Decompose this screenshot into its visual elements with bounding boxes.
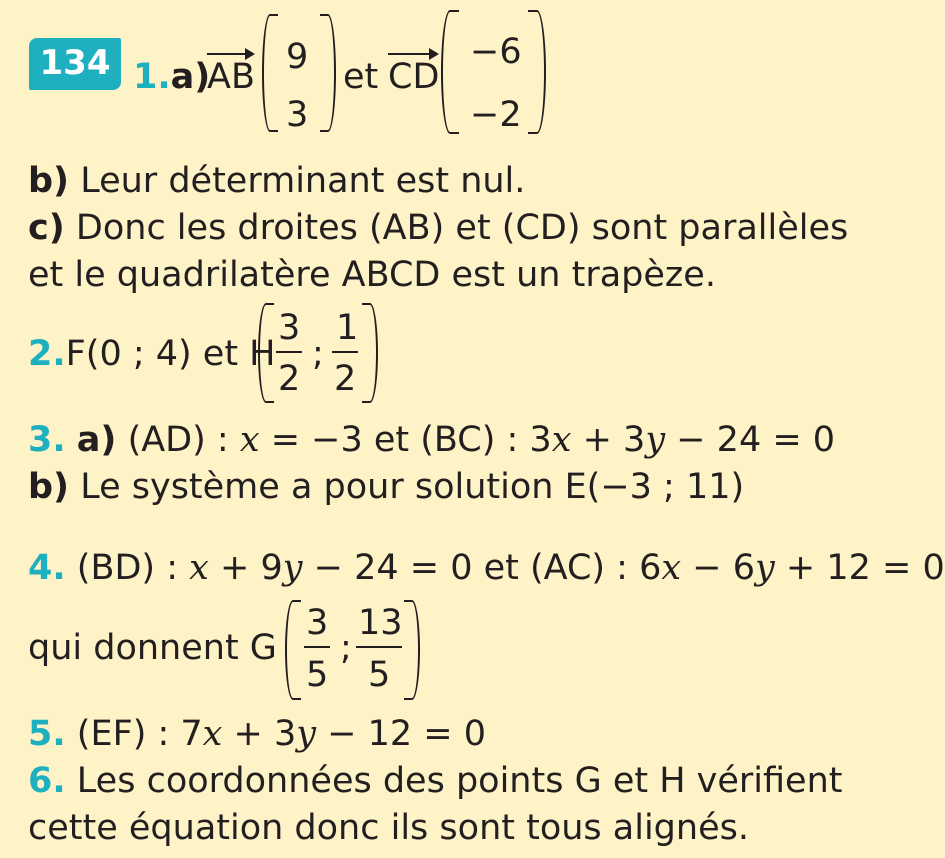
point-h-x-denominator: 2	[278, 359, 301, 399]
point-g-left-paren	[285, 600, 301, 700]
exercise-number-badge: 134	[29, 38, 121, 90]
question-1a-label: a)	[170, 57, 211, 97]
point-g-separator: ;	[340, 628, 352, 668]
question-3b: b) Le système a pour solution E(−3 ; 11)	[28, 467, 745, 507]
point-g-y-numerator: 13	[358, 603, 403, 643]
point-h-x-numerator: 3	[278, 308, 301, 348]
point-h-y-fraction-bar	[332, 351, 358, 353]
vector-cd-label: CD	[388, 57, 440, 97]
point-h-separator: ;	[312, 334, 324, 374]
point-h-y-numerator: 1	[336, 308, 359, 348]
vector-cd-left-paren	[441, 10, 459, 134]
question-6-line-2: cette équation donc ils sont tous alignés.	[28, 808, 749, 848]
point-g-x-numerator: 3	[306, 603, 329, 643]
conjunction-et: et	[343, 57, 379, 97]
vector-ab-right-paren	[320, 14, 336, 132]
point-h-y-denominator: 2	[334, 359, 357, 399]
question-6-line-1: 6. Les coordonnées des points G et H vérifient	[28, 761, 843, 801]
point-h-left-paren	[258, 303, 274, 403]
question-5: 5. (EF) : 7x + 3y − 12 = 0	[28, 714, 487, 754]
point-h-right-paren	[362, 303, 378, 403]
vector-cd-right-paren	[528, 10, 546, 134]
vector-ab-y: 3	[286, 95, 309, 135]
point-g-right-paren	[404, 600, 420, 700]
question-1c-line-1: c) Donc les droites (AB) et (CD) sont parallèles	[28, 208, 849, 248]
question-2: 2.F(0 ; 4) et H	[28, 334, 276, 374]
question-1-number: 1.	[133, 57, 171, 97]
point-g-x-denominator: 5	[306, 655, 329, 695]
question-3a: 3. a) (AD) : x = −3 et (BC) : 3x + 3y − 24 = 0	[28, 420, 836, 460]
vector-ab-label: AB	[207, 57, 255, 97]
question-1-heading	[133, 57, 211, 97]
question-1c-line-2: et le quadrilatère ABCD est un trapèze.	[28, 255, 716, 295]
question-1b: b) Leur déterminant est nul.	[28, 161, 526, 201]
question-4-point-g: qui donnent G	[28, 628, 277, 668]
question-4: 4. (BD) : x + 9y − 24 = 0 et (AC) : 6x − 6y + 12 = 0	[28, 548, 945, 588]
vector-cd-x: −6	[470, 32, 522, 72]
vector-ab-x: 9	[286, 37, 309, 77]
vector-ab-left-paren	[262, 14, 278, 132]
point-h-x-fraction-bar	[276, 351, 302, 353]
point-g-y-fraction-bar	[356, 646, 402, 648]
vector-cd-y: −2	[470, 95, 522, 135]
point-g-x-fraction-bar	[304, 646, 330, 648]
point-g-y-denominator: 5	[368, 655, 391, 695]
